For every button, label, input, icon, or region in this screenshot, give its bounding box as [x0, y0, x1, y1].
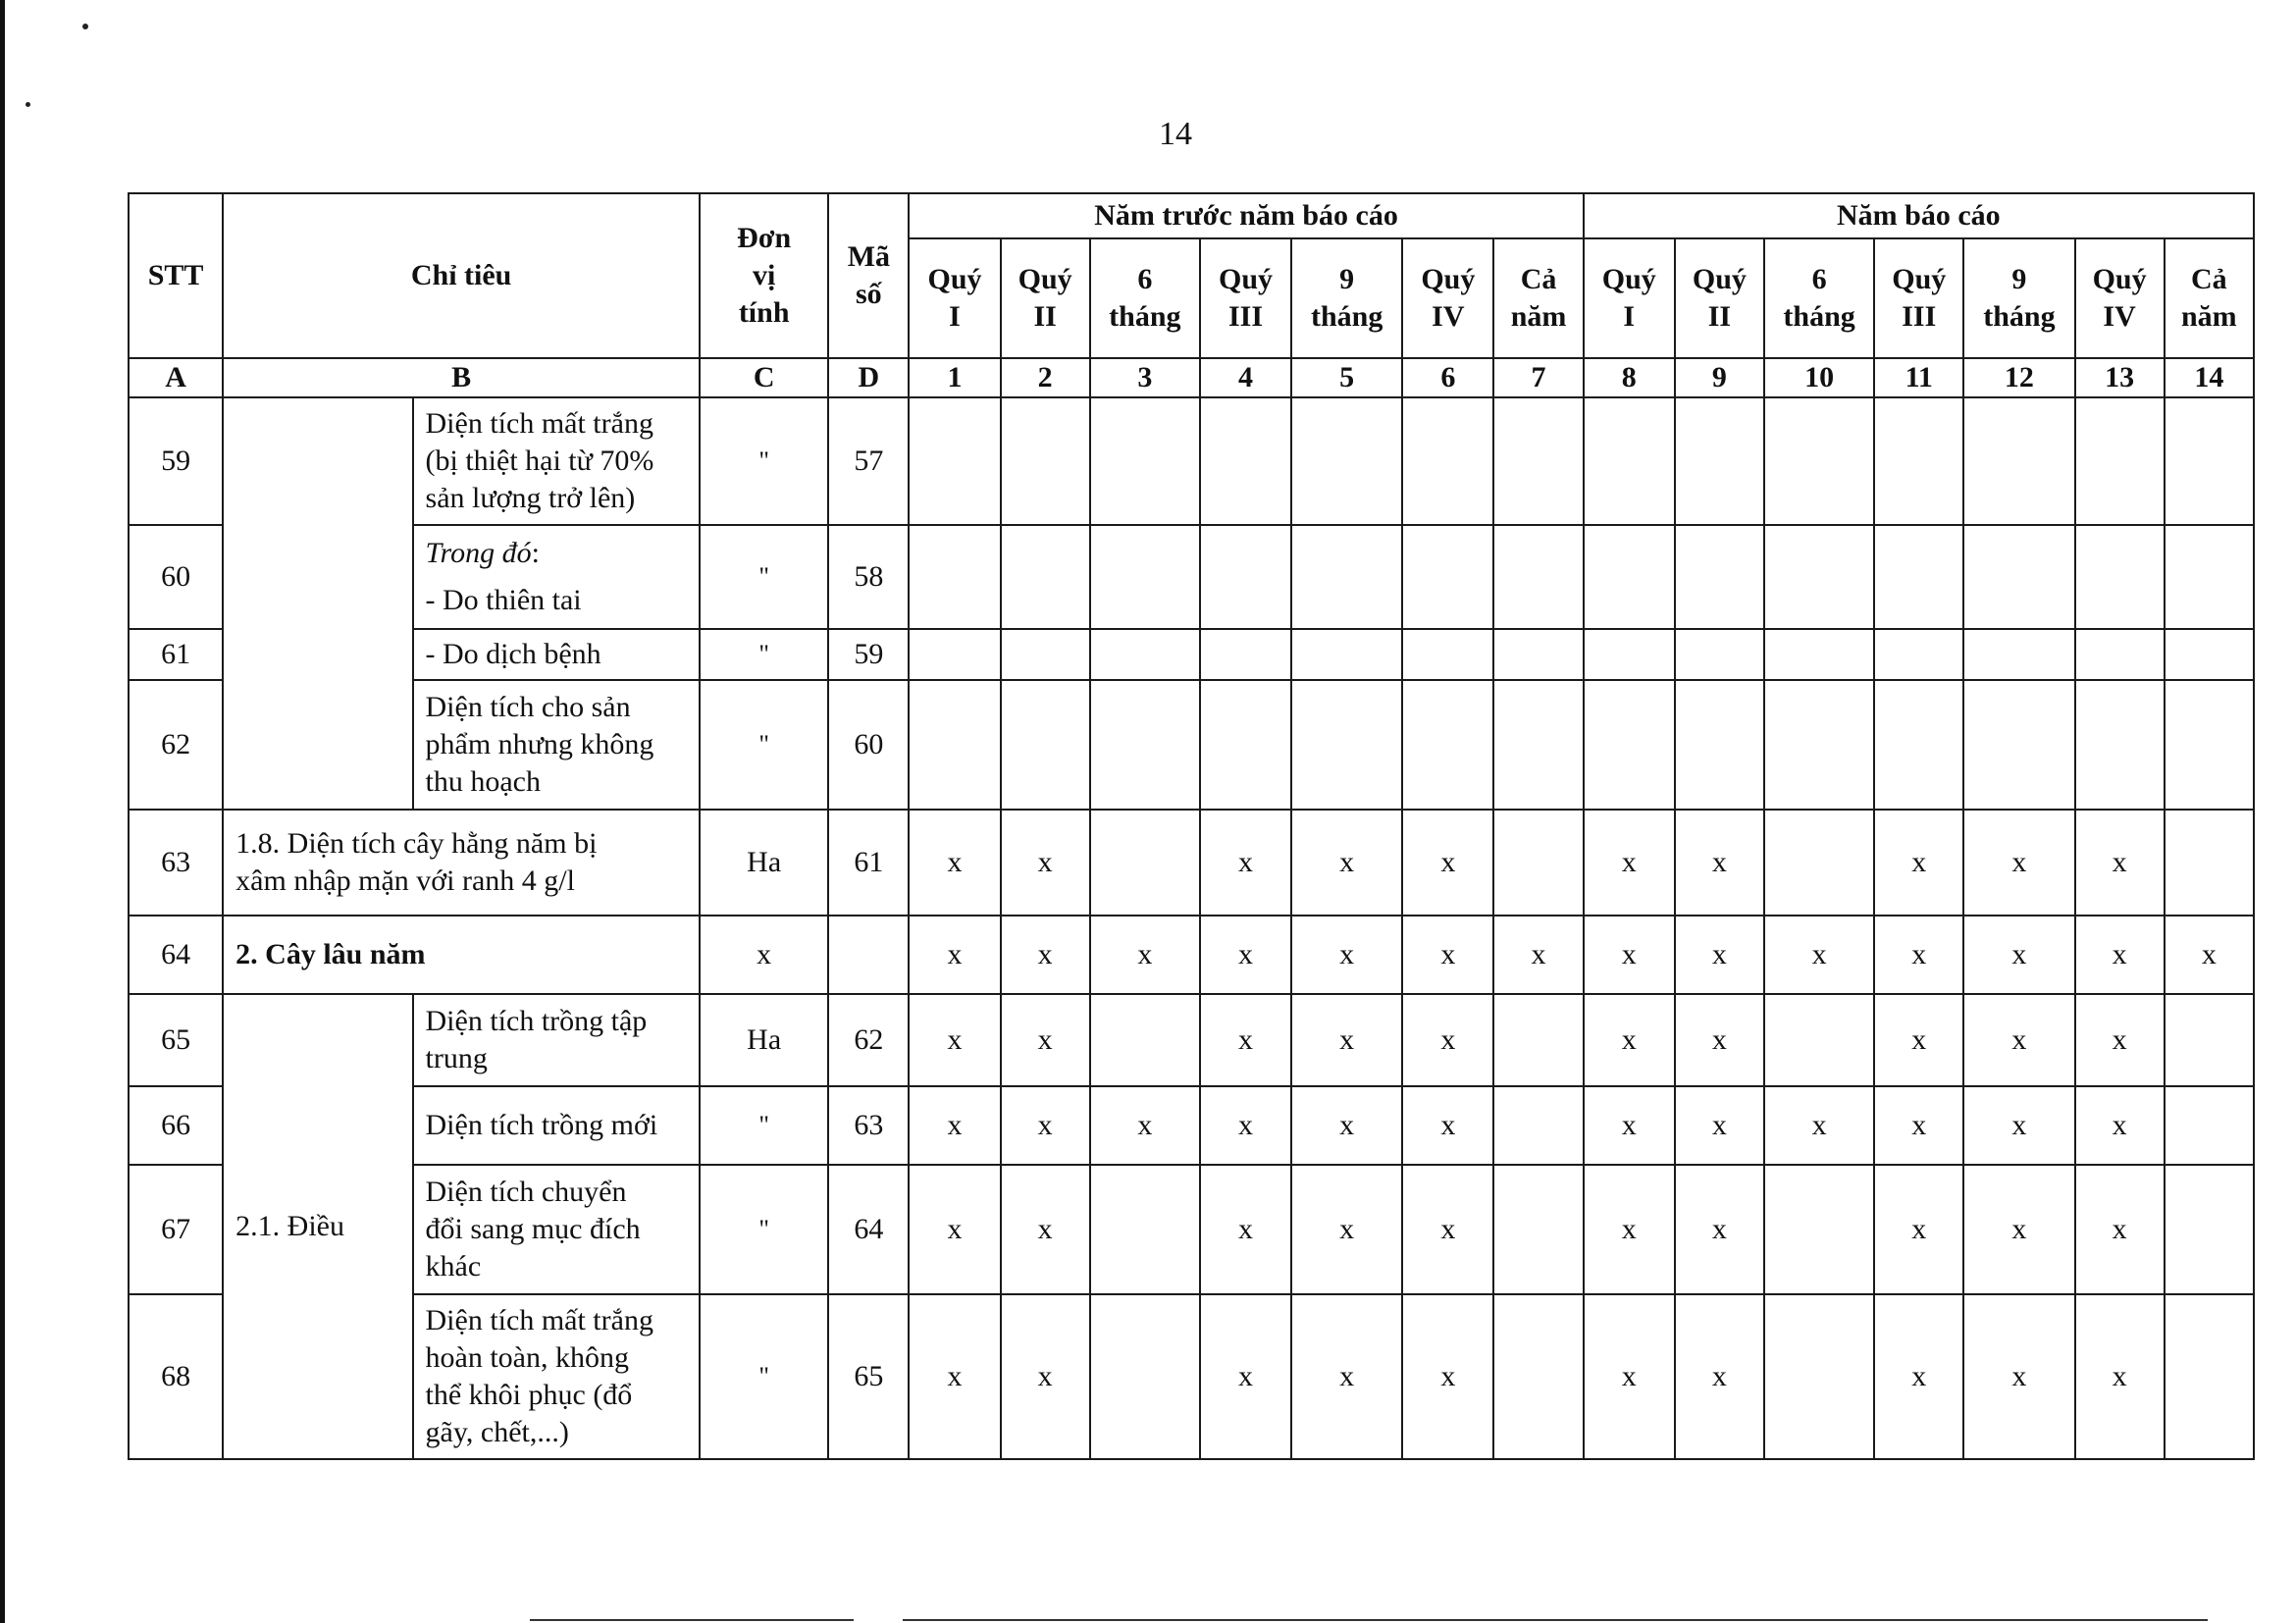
period-cell: x: [1584, 994, 1675, 1086]
period-cell: [1402, 629, 1493, 680]
row-unit: x: [700, 916, 828, 994]
period-cell: x: [1675, 1165, 1764, 1294]
table-row: [129, 397, 2254, 525]
report-table: [128, 192, 2255, 1460]
period-cell: [1675, 397, 1764, 525]
header-period: Quý II: [1675, 238, 1764, 358]
row-code: 62: [828, 994, 909, 1086]
table-row: [129, 629, 2254, 680]
period-cell: x: [1963, 1294, 2074, 1459]
row-stt: 59: [129, 397, 223, 525]
period-cell: x: [1200, 1294, 1291, 1459]
header-period: 6 tháng: [1090, 238, 1200, 358]
period-cell: x: [1200, 810, 1291, 916]
period-cell: x: [1675, 916, 1764, 994]
period-cell: [1291, 680, 1402, 810]
header-period: Quý IV: [1402, 238, 1493, 358]
period-cell: [1584, 525, 1675, 629]
header-stt: STT: [129, 193, 223, 358]
period-cell: [1675, 525, 1764, 629]
row-code: 57: [828, 397, 909, 525]
period-cell: [1493, 629, 1583, 680]
period-cell: x: [1001, 1294, 1090, 1459]
period-cell: [2165, 397, 2254, 525]
period-cell: [1001, 629, 1090, 680]
period-cell: [1090, 810, 1200, 916]
header-period: Quý III: [1200, 238, 1291, 358]
period-cell: x: [1764, 1086, 1874, 1165]
period-cell: x: [909, 916, 1000, 994]
period-cell: [1584, 397, 1675, 525]
period-cell: [1291, 629, 1402, 680]
period-cell: [2165, 810, 2254, 916]
column-index-row: [129, 358, 2254, 397]
column-index-cell: 4: [1200, 358, 1291, 397]
column-index-cell: D: [828, 358, 909, 397]
period-cell: x: [1402, 916, 1493, 994]
scan-left-edge: [0, 0, 5, 1623]
period-cell: x: [909, 810, 1000, 916]
period-cell: [1090, 1165, 1200, 1294]
table-row: [129, 1294, 2254, 1459]
table-row: [129, 810, 2254, 916]
period-cell: x: [1090, 1086, 1200, 1165]
period-cell: x: [1001, 1086, 1090, 1165]
period-cell: x: [1584, 810, 1675, 916]
column-index-cell: 7: [1493, 358, 1583, 397]
row-stt: 68: [129, 1294, 223, 1459]
header-chi-tieu: Chỉ tiêu: [223, 193, 700, 358]
group-label-cay-lau-nam: 2. Cây lâu năm: [223, 916, 700, 994]
period-cell: [1675, 629, 1764, 680]
period-cell: [1090, 397, 1200, 525]
table-row: [129, 1086, 2254, 1165]
period-cell: [1764, 994, 1874, 1086]
period-cell: x: [1874, 916, 1963, 994]
period-cell: [1493, 1294, 1583, 1459]
period-cell: [1764, 1165, 1874, 1294]
table-row: [129, 525, 2254, 629]
period-cell: x: [1963, 810, 2074, 916]
period-cell: x: [1874, 1165, 1963, 1294]
period-cell: [1291, 525, 1402, 629]
period-cell: [1764, 525, 1874, 629]
period-cell: x: [1584, 1165, 1675, 1294]
header-ma-so: Mã số: [828, 193, 909, 358]
period-cell: x: [1963, 994, 2074, 1086]
row-unit: ": [700, 397, 828, 525]
row-indicator: Trong đó: - Do thiên tai: [413, 525, 701, 629]
row-stt: 63: [129, 810, 223, 916]
column-index-cell: 5: [1291, 358, 1402, 397]
row-code: 63: [828, 1086, 909, 1165]
period-cell: [1001, 680, 1090, 810]
period-cell: [909, 397, 1000, 525]
column-index-cell: 8: [1584, 358, 1675, 397]
period-cell: [1493, 810, 1583, 916]
row-code: [828, 916, 909, 994]
column-index-cell: 12: [1963, 358, 2074, 397]
period-cell: x: [1675, 994, 1764, 1086]
period-cell: x: [1291, 994, 1402, 1086]
row-indicator: Diện tích mất trắng hoàn toàn, không thể khôi phục (đổ gãy, chết,...): [413, 1294, 701, 1459]
period-cell: [1675, 680, 1764, 810]
column-index-cell: C: [700, 358, 828, 397]
row-stt: 65: [129, 994, 223, 1086]
row-code: 59: [828, 629, 909, 680]
period-cell: x: [1764, 916, 1874, 994]
period-cell: [1874, 680, 1963, 810]
period-cell: x: [1874, 994, 1963, 1086]
period-cell: x: [1291, 916, 1402, 994]
period-cell: x: [1963, 1165, 2074, 1294]
period-cell: x: [1291, 1086, 1402, 1165]
header-report-year: Năm báo cáo: [1584, 193, 2254, 238]
period-cell: x: [1001, 994, 1090, 1086]
header-period: Quý II: [1001, 238, 1090, 358]
period-cell: [1001, 525, 1090, 629]
period-cell: x: [1200, 1165, 1291, 1294]
column-index-cell: 1: [909, 358, 1000, 397]
table-row: [129, 994, 2254, 1086]
row-code: 58: [828, 525, 909, 629]
period-cell: [1291, 397, 1402, 525]
period-cell: x: [1200, 1086, 1291, 1165]
row-indicator: Diện tích trồng tập trung: [413, 994, 701, 1086]
period-cell: [1764, 629, 1874, 680]
column-index-cell: 11: [1874, 358, 1963, 397]
period-cell: x: [1291, 1294, 1402, 1459]
row-stt: 62: [129, 680, 223, 810]
row-stt: 64: [129, 916, 223, 994]
period-cell: [1764, 680, 1874, 810]
row-indicator: Diện tích chuyển đổi sang mục đích khác: [413, 1165, 701, 1294]
period-cell: x: [2075, 916, 2165, 994]
row-indicator: - Do dịch bệnh: [413, 629, 701, 680]
period-cell: x: [2075, 1294, 2165, 1459]
period-cell: [1493, 525, 1583, 629]
period-cell: [1963, 397, 2074, 525]
period-cell: [1764, 1294, 1874, 1459]
header-period: 6 tháng: [1764, 238, 1874, 358]
column-index-cell: 3: [1090, 358, 1200, 397]
period-cell: x: [1584, 1294, 1675, 1459]
period-cell: x: [909, 1165, 1000, 1294]
period-cell: x: [1402, 810, 1493, 916]
period-cell: x: [1001, 916, 1090, 994]
period-cell: x: [1402, 1165, 1493, 1294]
period-cell: [1402, 680, 1493, 810]
column-index-cell: 13: [2075, 358, 2165, 397]
period-cell: x: [1874, 810, 1963, 916]
column-index-cell: 6: [1402, 358, 1493, 397]
row-stt: 60: [129, 525, 223, 629]
period-cell: x: [1584, 1086, 1675, 1165]
row-unit: Ha: [700, 810, 828, 916]
period-cell: [2165, 629, 2254, 680]
period-cell: x: [1874, 1294, 1963, 1459]
row-indicator: Diện tích trồng mới: [413, 1086, 701, 1165]
header-period: Cả năm: [1493, 238, 1583, 358]
period-cell: x: [1675, 1086, 1764, 1165]
row-indicator: Diện tích cho sản phẩm nhưng không thu hoạch: [413, 680, 701, 810]
period-cell: [2075, 397, 2165, 525]
period-cell: x: [1675, 1294, 1764, 1459]
header-period: Quý IV: [2075, 238, 2165, 358]
group-label-dieu: 2.1. Điều: [223, 994, 412, 1459]
period-cell: [2165, 1294, 2254, 1459]
period-cell: x: [1402, 1294, 1493, 1459]
column-index-cell: 2: [1001, 358, 1090, 397]
period-cell: [1090, 629, 1200, 680]
header-period: Quý III: [1874, 238, 1963, 358]
period-cell: [1090, 1294, 1200, 1459]
row-unit: ": [700, 1086, 828, 1165]
column-index-cell: 10: [1764, 358, 1874, 397]
period-cell: x: [1001, 1165, 1090, 1294]
period-cell: [1493, 397, 1583, 525]
row-code: 61: [828, 810, 909, 916]
row-unit: ": [700, 525, 828, 629]
scan-speck: [26, 102, 30, 107]
period-cell: [1493, 994, 1583, 1086]
period-cell: [2165, 525, 2254, 629]
period-cell: [1402, 525, 1493, 629]
period-cell: x: [2165, 916, 2254, 994]
period-cell: [909, 629, 1000, 680]
row-unit: ": [700, 1294, 828, 1459]
period-cell: x: [1493, 916, 1583, 994]
period-cell: x: [1090, 916, 1200, 994]
row-code: 64: [828, 1165, 909, 1294]
period-cell: [1963, 629, 2074, 680]
header-period: 9 tháng: [1963, 238, 2074, 358]
period-cell: x: [1001, 810, 1090, 916]
period-cell: x: [1874, 1086, 1963, 1165]
footer-rule: [903, 1619, 2208, 1621]
row-indicator: Diện tích mất trắng (bị thiệt hại từ 70% sản lượng trở lên): [413, 397, 701, 525]
period-cell: x: [2075, 1165, 2165, 1294]
period-cell: x: [909, 994, 1000, 1086]
period-cell: [2075, 629, 2165, 680]
header-period: Cả năm: [2165, 238, 2254, 358]
row-unit: ": [700, 1165, 828, 1294]
period-cell: [1090, 525, 1200, 629]
period-cell: [1090, 994, 1200, 1086]
column-index-cell: 14: [2165, 358, 2254, 397]
period-cell: [2075, 680, 2165, 810]
column-index-cell: B: [223, 358, 700, 397]
period-cell: [1584, 629, 1675, 680]
period-cell: [1874, 629, 1963, 680]
period-cell: [1874, 525, 1963, 629]
row-indicator: 1.8. Diện tích cây hằng năm bị xâm nhập mặn với ranh 4 g/l: [223, 810, 700, 916]
period-cell: [1200, 525, 1291, 629]
period-cell: x: [1291, 810, 1402, 916]
period-cell: x: [1584, 916, 1675, 994]
period-cell: [2165, 680, 2254, 810]
period-cell: x: [1291, 1165, 1402, 1294]
period-cell: [1764, 810, 1874, 916]
period-cell: x: [1402, 994, 1493, 1086]
column-index-cell: A: [129, 358, 223, 397]
period-cell: x: [2075, 1086, 2165, 1165]
row-code: 60: [828, 680, 909, 810]
period-cell: x: [2075, 994, 2165, 1086]
period-cell: [1493, 1086, 1583, 1165]
header-period: Quý I: [1584, 238, 1675, 358]
footer-rule: [530, 1619, 854, 1621]
period-cell: [1200, 629, 1291, 680]
header-prev-year: Năm trước năm báo cáo: [909, 193, 1583, 238]
period-cell: [1001, 397, 1090, 525]
period-cell: [1200, 397, 1291, 525]
period-cell: [1963, 525, 2074, 629]
period-cell: [2165, 1086, 2254, 1165]
period-cell: x: [1402, 1086, 1493, 1165]
period-cell: [1874, 397, 1963, 525]
period-cell: x: [909, 1294, 1000, 1459]
period-cell: [2165, 994, 2254, 1086]
period-cell: x: [2075, 810, 2165, 916]
period-cell: [1090, 680, 1200, 810]
period-cell: [1584, 680, 1675, 810]
period-cell: x: [1675, 810, 1764, 916]
header-period: 9 tháng: [1291, 238, 1402, 358]
period-cell: [1493, 680, 1583, 810]
period-cell: [1493, 1165, 1583, 1294]
row-unit: ": [700, 680, 828, 810]
scan-speck: [82, 24, 88, 29]
period-cell: [909, 525, 1000, 629]
period-cell: x: [1200, 916, 1291, 994]
period-cell: [1402, 397, 1493, 525]
period-cell: [2075, 525, 2165, 629]
group-cell-empty: [223, 397, 412, 810]
row-stt: 67: [129, 1165, 223, 1294]
period-cell: x: [1200, 994, 1291, 1086]
header-period: Quý I: [909, 238, 1000, 358]
period-cell: x: [1963, 916, 2074, 994]
period-cell: x: [909, 1086, 1000, 1165]
page-number: 14: [1159, 116, 1192, 152]
row-unit: Ha: [700, 994, 828, 1086]
table-row: [129, 680, 2254, 810]
period-cell: [2165, 1165, 2254, 1294]
table-row: [129, 1165, 2254, 1294]
column-index-cell: 9: [1675, 358, 1764, 397]
row-stt: 61: [129, 629, 223, 680]
row-stt: 66: [129, 1086, 223, 1165]
period-cell: [909, 680, 1000, 810]
period-cell: [1764, 397, 1874, 525]
period-cell: [1200, 680, 1291, 810]
row-code: 65: [828, 1294, 909, 1459]
table-row: [129, 916, 2254, 994]
header-don-vi-tinh: Đơn vị tính: [700, 193, 828, 358]
period-cell: x: [1963, 1086, 2074, 1165]
period-cell: [1963, 680, 2074, 810]
row-unit: ": [700, 629, 828, 680]
